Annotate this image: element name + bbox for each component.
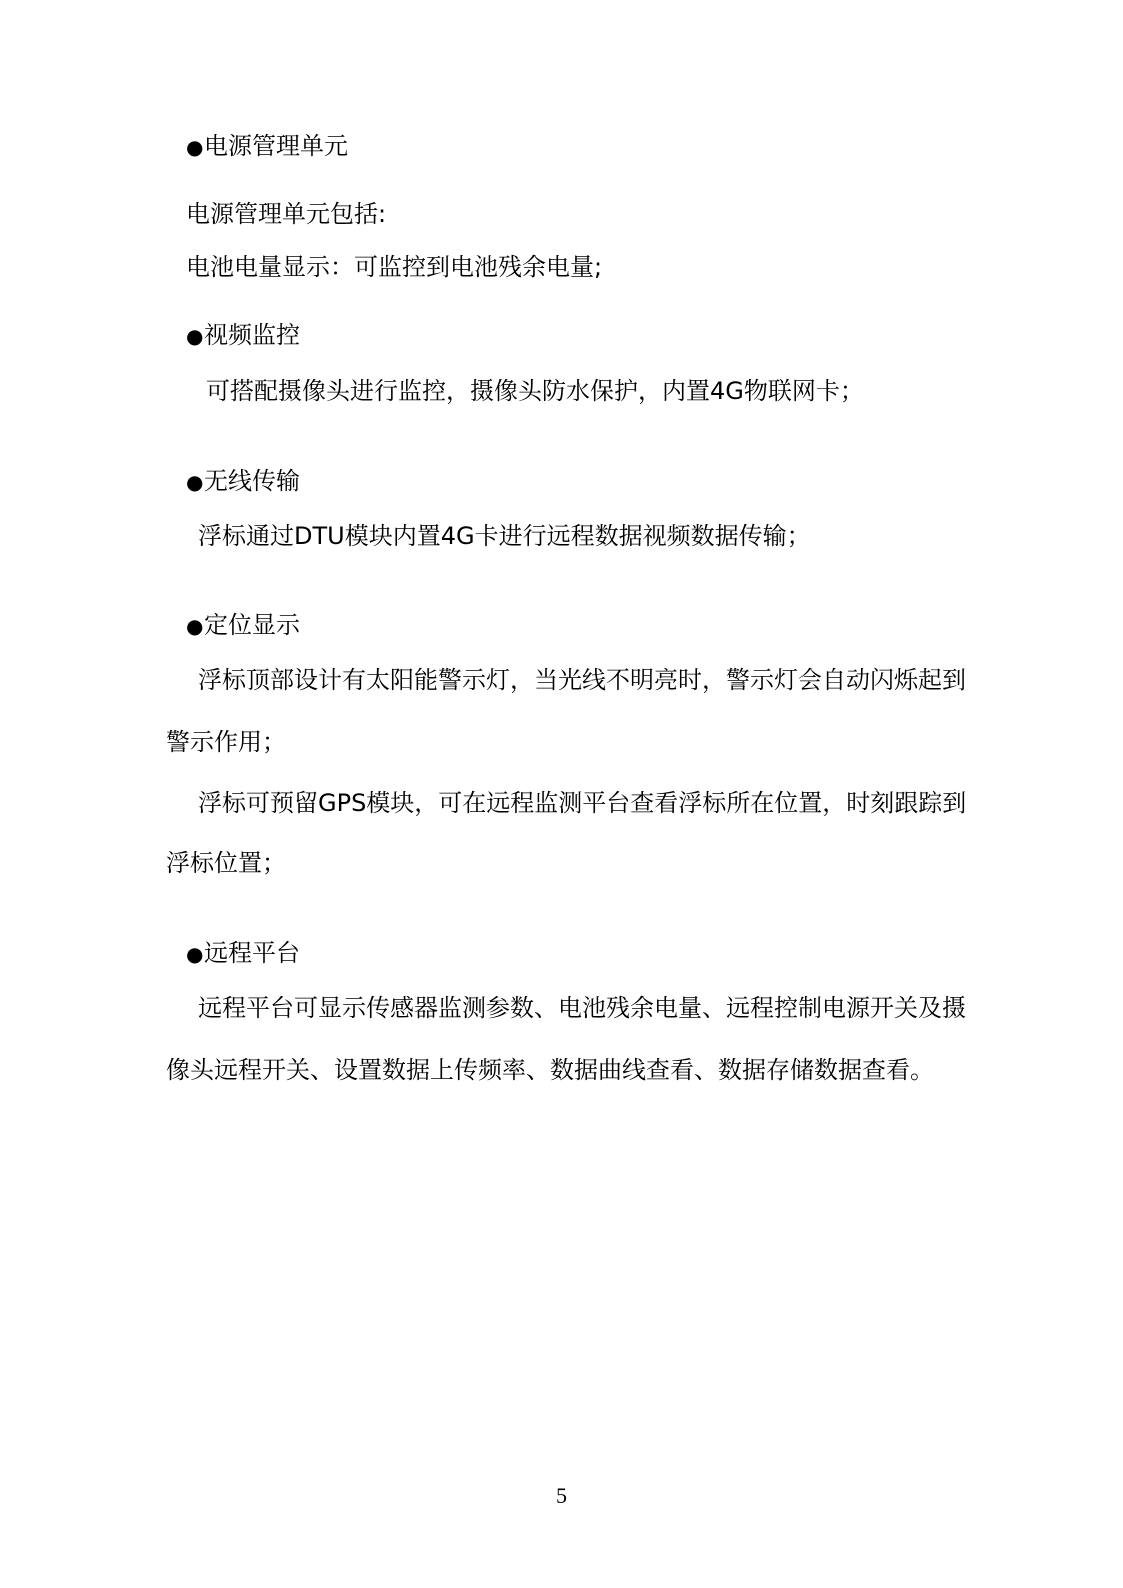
paragraph-line: 浮标顶部设计有太阳能警示灯，当光线不明亮时，警示灯会自动闪烁起到 <box>198 666 966 694</box>
section-heading <box>186 130 348 163</box>
section-heading-text: 定位显示 <box>204 611 300 639</box>
section-heading <box>186 937 300 970</box>
paragraph-line: 可搭配摄像头进行监控，摄像头防水保护，内置4G物联网卡； <box>206 377 864 405</box>
section-heading-text: 视频监控 <box>204 321 300 349</box>
bullet-icon: ● <box>186 135 204 159</box>
bullet-icon: ● <box>186 614 204 638</box>
section-heading-text: 远程平台 <box>204 939 300 967</box>
section-heading <box>186 609 300 642</box>
section-heading <box>186 319 300 352</box>
section-heading-text: 电源管理单元 <box>204 132 348 160</box>
paragraph-line: 电源管理单元包括: <box>186 200 387 228</box>
bullet-icon: ● <box>186 470 204 494</box>
page-number: 5 <box>556 1483 567 1508</box>
paragraph-line: 浮标位置； <box>166 849 286 877</box>
paragraph-line: 电池电量显示：可监控到电池残余电量; <box>186 253 603 281</box>
section-heading-text: 无线传输 <box>204 467 300 495</box>
paragraph-line: 警示作用； <box>166 728 286 756</box>
section-heading <box>186 465 300 498</box>
bullet-icon: ● <box>186 324 204 348</box>
paragraph-line: 像头远程开关、设置数据上传频率、数据曲线查看、数据存储数据查看。 <box>166 1056 934 1084</box>
paragraph-line: 浮标通过DTU模块内置4G卡进行远程数据视频数据传输； <box>198 522 811 550</box>
bullet-icon: ● <box>186 942 204 966</box>
paragraph-line: 浮标可预留GPS模块，可在远程监测平台查看浮标所在位置，时刻跟踪到 <box>198 789 967 817</box>
paragraph-line: 远程平台可显示传感器监测参数、电池残余电量、远程控制电源开关及摄 <box>198 994 966 1022</box>
